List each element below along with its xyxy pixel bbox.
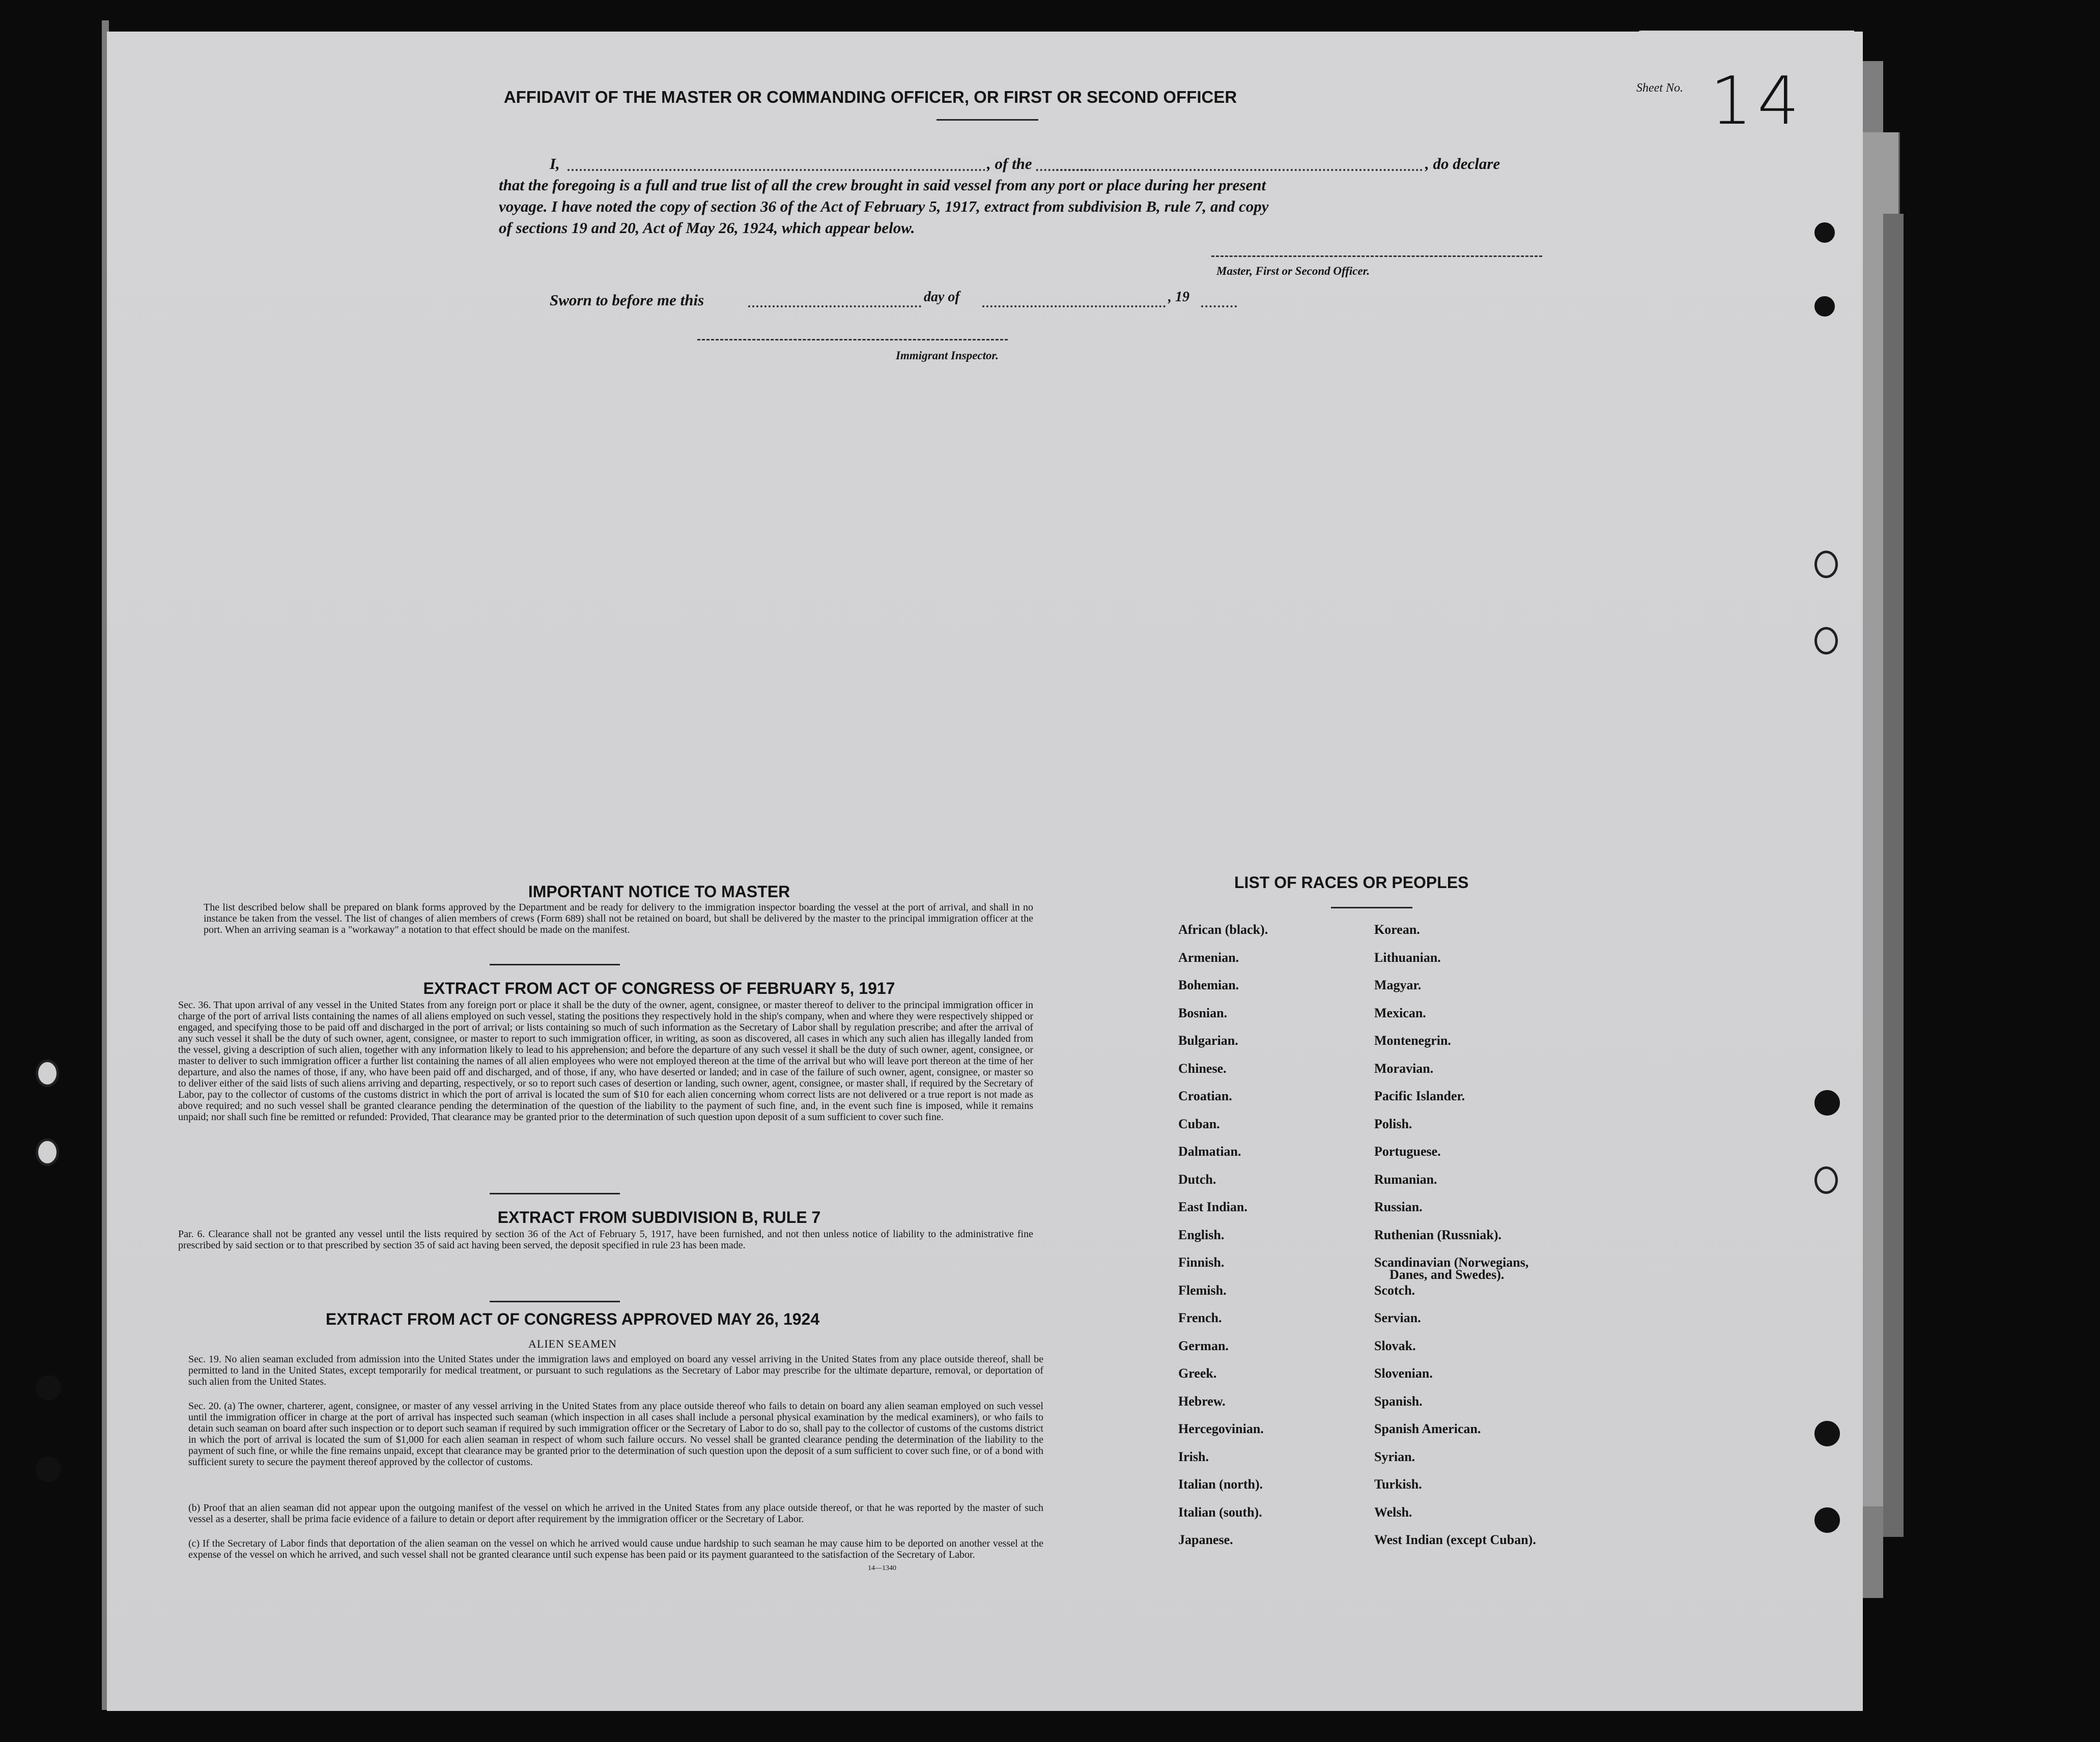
extract-1917-divider [490, 1193, 620, 1194]
rule7-divider [490, 1301, 620, 1302]
race-item: Ruthenian (Russniak). [1374, 1227, 1501, 1242]
sec20b-text: (b) Proof that an alien seaman did not appear upon the outgoing manifest of the vessel on which he arrived in the United States from any place outside thereof, or that he was reported by the master of such vessel as a deserter, shall be prima facie evidence of a failure to detain or deport after requirement by the immigration officer or the Secretary of Labor. [188, 1502, 1043, 1525]
inspector-label: Immigrant Inspector. [896, 349, 999, 362]
race-item: Slovak. [1374, 1338, 1416, 1353]
race-item: Mexican. [1374, 1005, 1426, 1020]
race-item: Dutch. [1178, 1172, 1216, 1187]
punch-hole [36, 1060, 59, 1087]
day-of-text: day of [924, 289, 960, 305]
form-number: 14—1340 [868, 1564, 896, 1572]
notice-title: IMPORTANT NOTICE TO MASTER [528, 882, 790, 901]
race-item: Russian. [1374, 1200, 1423, 1214]
punch-hole [1814, 1090, 1840, 1116]
race-item: Scotch. [1374, 1282, 1415, 1298]
races-column-2 [1374, 922, 1536, 1560]
races-divider [1331, 907, 1412, 908]
race-item: Irish. [1178, 1449, 1209, 1464]
punch-hole [1814, 296, 1835, 317]
race-item: Armenian. [1178, 950, 1239, 965]
race-item: Spanish American. [1374, 1421, 1481, 1436]
punch-hole [1814, 1507, 1840, 1533]
extract-1917-title: EXTRACT FROM ACT OF CONGRESS OF FEBRUARY 5, 1917 [423, 979, 895, 997]
rule7-body: Par. 6. Clearance shall not be granted any vessel until the lists required by section 36 of the Act of February 5, 1917, have been furnished, and not then unless notice of liability to the administrative fine prescribed by said section or to that prescribed by section 35 of said act having been served, the deposit specified in rule 23 has been made. [178, 1229, 1033, 1251]
race-item-scandinavian: Scandinavian (Norwegians, [1374, 1255, 1529, 1270]
extract-1917-body: Sec. 36. That upon arrival of any vessel in the United States from any foreign port or place it shall be the duty of the owner, agent, consignee, or master thereof to deliver to the principal immigration officer in charge of the port of arrival lists containing the names of all aliens employed on such vessel, stating the positions they respectively hold in the ship's company, when and where they were respectively shipped or engaged, and specifying those to be paid off and discharged in the port of arrival; or lists containing so much of such information as the Secretary of Labor shall by regulation prescribe; and after the arrival of any such vessel it shall be the duty of such owner, agent, consignee, or master to report to such immigration officer, in writing, as soon as discovered, all cases in which any such alien has illegally landed from the vessel, giving a description of such alien, together with any information likely to lead to his apprehension; and before the departure of any such vessel it shall be the duty of such owner, agent, consignee, or master to deliver to such immigration officer a further list containing the names of all alien employees who were not employed thereon at the time of the arrival but who will leave port thereon at the time of her departure, and also the names of those, if any, who have been paid off and discharged, and of those, if any, who have deserted or landed; and in case of the failure of such owner, agent, consignee, or master so to deliver either of the said lists of such aliens arriving and departing, respectively, or so to report such cases of desertion or landing, such owner, agent, consignee, or master shall, if required by the Secretary of Labor, pay to the collector of customs of the customs district in which the port of arrival is located the sum of $10 for each alien concerning whom correct lists are not delivered or a true report is not made as above required; and no such vessel shall be granted clearance pending the determination of the question of the liability to the payment of such fine, and, in the event such fine is imposed, while it remains unpaid; nor shall such fine be remitted or refunded: Provided, That clearance may be granted prior to the determination of such question upon deposit of a sum sufficient to cover such fine. [178, 999, 1033, 1123]
title-divider [937, 119, 1038, 121]
punch-hole [36, 1138, 59, 1166]
race-item: African (black). [1178, 922, 1268, 937]
sworn-text: Sworn to before me this [550, 291, 704, 309]
year-text: , 19 [1168, 289, 1189, 305]
sworn-day-blank [748, 305, 921, 307]
vessel-blank [1056, 169, 1423, 171]
affidavit-line-4: of sections 19 and 20, Act of May 26, 1924, which appear below. [499, 219, 915, 237]
race-item: Magyar. [1374, 978, 1422, 992]
race-item: Bulgarian. [1178, 1033, 1238, 1048]
extract-1924-title: EXTRACT FROM ACT OF CONGRESS APPROVED MAY 26, 1924 [325, 1310, 820, 1328]
race-item: Greek. [1178, 1366, 1217, 1381]
race-item: Rumanian. [1374, 1172, 1437, 1187]
race-item: Bosnian. [1178, 1005, 1228, 1020]
punch-hole [1814, 551, 1838, 578]
race-item: Slovenian. [1374, 1366, 1433, 1381]
rule7-title: EXTRACT FROM SUBDIVISION B, RULE 7 [497, 1208, 821, 1226]
race-item: Korean. [1374, 922, 1420, 937]
race-item: German. [1178, 1338, 1229, 1353]
sheet-number-label: Sheet No. [1636, 81, 1683, 95]
affidavit-declare: , do declare [1425, 155, 1500, 173]
race-item: Pacific Islander. [1374, 1089, 1465, 1103]
month-blank [982, 305, 1166, 307]
sec20c-text: (c) If the Secretary of Labor finds that deportation of the alien seaman on the vessel on which he arrived would cause undue hardship to such seaman he may cause him to be deported on another vessel at the expense of the vessel on which he arrived, and such vessel shall not be granted clearance until such expense has been paid or its payment guaranteed to the satisfaction of the Secretary of Labor. [188, 1538, 1043, 1560]
race-item: Flemish. [1178, 1282, 1227, 1298]
race-item: English. [1178, 1227, 1225, 1242]
race-item: Finnish. [1178, 1255, 1225, 1270]
races-title: LIST OF RACES OR PEOPLES [1234, 873, 1469, 892]
affidavit-line-3: voyage. I have noted the copy of section 36 of the Act of February 5, 1917, extract from subdivision B, rule 7, and copy [499, 197, 1269, 215]
race-item: Italian (north). [1178, 1477, 1263, 1492]
race-item: Croatian. [1178, 1089, 1232, 1103]
race-item: Servian. [1374, 1310, 1421, 1325]
document-page [107, 32, 1863, 1711]
sheet-number: 14 [1710, 62, 1805, 139]
race-item: Portuguese. [1374, 1144, 1441, 1159]
race-item: Japanese. [1178, 1532, 1233, 1547]
alien-seamen-subtitle: ALIEN SEAMEN [528, 1337, 617, 1350]
sec19-text: Sec. 19. No alien seaman excluded from admission into the United States under the immigration laws and employed on board any vessel arriving in the United States from any place outside thereof, shall be permitted to land in the United States, except temporarily for medical treatment, or pursuant to such regulations as the Secretary of Labor may prescribe for the ultimate departure, removal, or deportation of such alien from the United States. [188, 1354, 1043, 1387]
race-item: Welsh. [1374, 1504, 1412, 1520]
page-title: AFFIDAVIT OF THE MASTER OR COMMANDING OFFICER, OR FIRST OR SECOND OFFICER [503, 88, 1237, 106]
master-signature-line [1211, 255, 1542, 257]
paper-edge [1883, 214, 1904, 1537]
race-item: Spanish. [1374, 1393, 1423, 1409]
notice-divider [490, 964, 620, 965]
race-item: Syrian. [1374, 1449, 1415, 1464]
punch-hole [36, 1375, 61, 1401]
race-item: West Indian (except Cuban). [1374, 1532, 1536, 1547]
race-item: Hercegovinian. [1178, 1421, 1264, 1436]
notice-body: The list described below shall be prepared on blank forms approved by the Department and be ready for delivery to the immigration inspector boarding the vessel at the port of arrival, and shall in no instance be taken from the vessel. The list of changes of alien members of crews (Form 689) shall not be retained on board, but shall be delivered by the master to the principal immigration officer at the port. When an arriving seaman is a "workaway" a notation to that effect should be made on the manifest. [204, 902, 1033, 935]
punch-hole [1814, 1166, 1838, 1194]
race-item-continuation: Danes, and Swedes). [1389, 1267, 1505, 1282]
race-item: Dalmatian. [1178, 1144, 1241, 1159]
race-item: Hebrew. [1178, 1393, 1226, 1409]
race-item: Lithuanian. [1374, 950, 1441, 965]
race-item: Italian (south). [1178, 1504, 1262, 1520]
race-item [1374, 1255, 1536, 1283]
race-item: East Indian. [1178, 1200, 1247, 1214]
race-item: Bohemian. [1178, 978, 1239, 992]
affidavit-i: I, [550, 155, 560, 173]
race-item: Montenegrin. [1374, 1033, 1451, 1048]
races-column-1 [1178, 922, 1268, 1560]
race-item: French. [1178, 1310, 1222, 1325]
race-item: Cuban. [1178, 1116, 1220, 1131]
race-item: Polish. [1374, 1116, 1412, 1131]
punch-hole [1814, 1421, 1840, 1446]
inspector-signature-line [697, 339, 1008, 340]
punch-hole [36, 1457, 61, 1482]
punch-hole [1814, 222, 1835, 243]
race-item: Chinese. [1178, 1061, 1227, 1076]
affidavit-of-the: , of the [985, 155, 1034, 173]
affidavit-line-2: that the foregoing is a full and true list of all the crew brought in said vessel from any port or place during her present [499, 176, 1266, 194]
punch-hole [1814, 627, 1838, 654]
race-item: Moravian. [1374, 1061, 1434, 1076]
master-label: Master, First or Second Officer. [1216, 265, 1370, 277]
sec20a-text: Sec. 20. (a) The owner, charterer, agent, consignee, or master of any vessel arriving in the United States from any place outside thereof who fails to detain on board any alien seaman employed on such vessel until the immigration officer in charge at the port of arrival has inspected such seaman (which inspection in all cases shall include a personal physical examination by the medical examiners), or who fails to detain such seaman on board after such inspection or to deport such seaman if required by such immigration officer or the Secretary of Labor to do so, shall pay to the collector of customs of the customs district in which the port of arrival is located the sum of $1,000 for each alien seaman in respect of whom such failure occurs. No vessel shall be granted clearance pending the determination of the liability to the payment of such fine, or while the fine remains unpaid, except that clearance may be granted prior to the determination of such question upon the deposit of a sum sufficient to cover such fine, or of a bond with sufficient surety to secure the payment thereof approved by the collector of customs. [188, 1401, 1043, 1468]
race-item: Turkish. [1374, 1477, 1422, 1492]
year-blank [1201, 305, 1237, 307]
